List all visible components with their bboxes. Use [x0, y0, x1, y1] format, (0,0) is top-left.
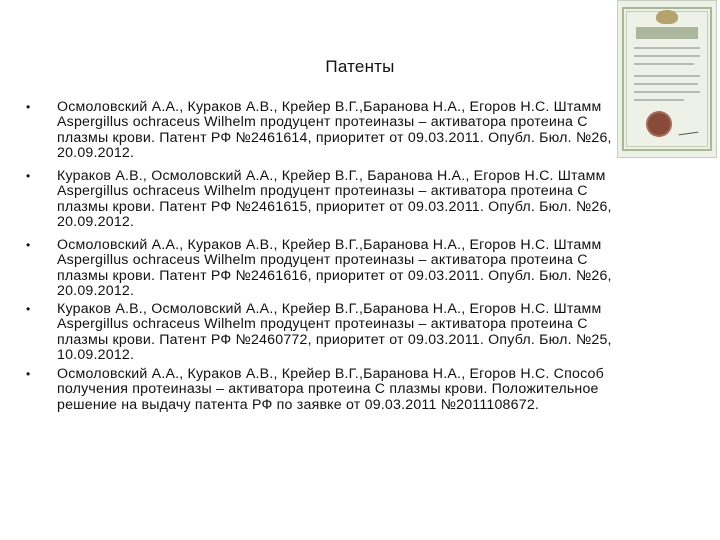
bullet-icon: •: [26, 238, 31, 252]
list-item: [0, 302, 720, 367]
patent-text: Осмоловский А.А., Кураков А.В., Крейер В.Г.,Баранова Н.А., Егоров Н.С. Способ получения протеиназы – активатора протеина С плазмы крови. Положительное решение на выдачу патента РФ по заявке от 09.03.2011 №2011108672.: [57, 366, 604, 413]
certificate-text-line: [634, 91, 700, 93]
list-item: [0, 169, 720, 238]
page-title: Патенты: [325, 57, 395, 76]
bullet-icon: •: [26, 302, 31, 316]
patent-list: [0, 100, 720, 433]
patent-text: Кураков А.В., Осмоловский А.А., Крейер В.Г., Баранова Н.А., Егоров Н.С. Штамм Aspergillus ochraceus Wilhelm продуцент протеиназы – активатора протеина С плазмы крови. Патент РФ №2461615, приоритет от 09.03.2011. Опубл. Бюл. №26, 20.09.2012.: [57, 168, 612, 230]
list-item: [0, 367, 720, 433]
bullet-icon: •: [26, 169, 31, 183]
patent-text: Осмоловский А.А., Кураков А.В., Крейер В.Г.,Баранова Н.А., Егоров Н.С. Штамм Aspergillus ochraceus Wilhelm продуцент протеиназы – активатора протеина С плазмы крови. Патент РФ №2461616, приоритет от 09.03.2011. Опубл. Бюл. №26, 20.09.2012.: [57, 237, 612, 299]
patent-text: Осмоловский А.А., Кураков А.В., Крейер В.Г.,Баранова Н.А., Егоров Н.С. Штамм Aspergillus ochraceus Wilhelm продуцент протеиназы – активатора протеина С плазмы крови. Патент РФ №2461614, приоритет от 09.03.2011. Опубл. Бюл. №26, 20.09.2012.: [57, 99, 612, 161]
certificate-banner: [636, 27, 698, 39]
list-item: [0, 100, 720, 169]
certificate-text-line: [634, 83, 698, 85]
bullet-icon: •: [26, 367, 31, 381]
certificate-text-line: [634, 47, 700, 49]
bullet-icon: •: [26, 100, 31, 114]
coat-of-arms-icon: [656, 10, 678, 24]
list-item: [0, 238, 720, 302]
patent-text: Кураков А.В., Осмоловский А.А., Крейер В.Г.,Баранова Н.А., Егоров Н.С. Штамм Aspergillus ochraceus Wilhelm продуцент протеиназы – активатора протеина С плазмы крови. Патент РФ №2460772, приоритет от 09.03.2011. Опубл. Бюл. №25, 10.09.2012.: [57, 301, 612, 363]
